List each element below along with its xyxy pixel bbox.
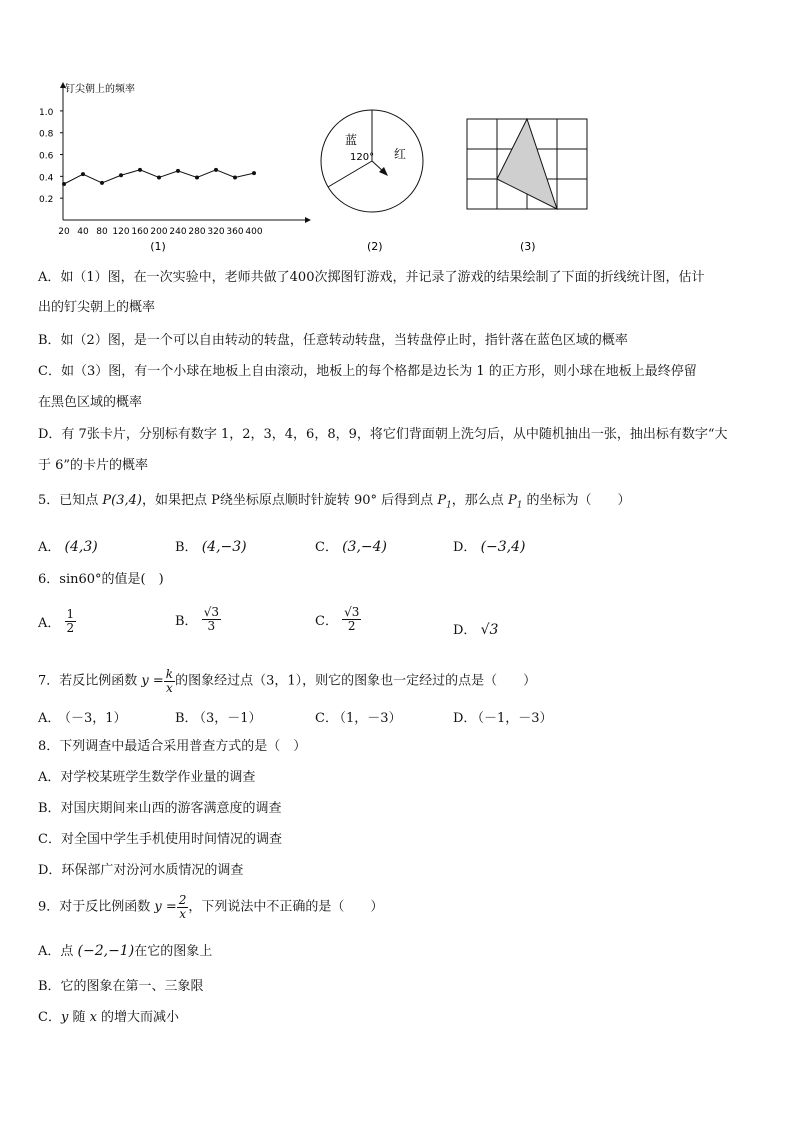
question-6-stem: 6．sin60°的值是( ) xyxy=(38,572,164,587)
q4-option-b: B．如（2）图，是一个可以自由转动的转盘，任意转动转盘，当转盘停止时，指针落在蓝色区域的概率 xyxy=(38,333,628,348)
data-point xyxy=(100,181,104,185)
q8-option-b: B．对国庆期间来山西的游客满意度的调查 xyxy=(38,801,282,816)
data-point xyxy=(138,168,142,172)
frequency-line-chart xyxy=(30,80,320,260)
q9-option-b: B．它的图象在第一、三象限 xyxy=(38,979,204,994)
q7-option-d: D． xyxy=(453,711,477,726)
figure-1-caption: (1) xyxy=(150,240,166,253)
q4-option-d-line1: D．有 7张卡片，分别标有数字 1，2，3，4，6，8，9，将它们背面朝上洗匀后，从中随机抽出一张，抽出标有数字“大 xyxy=(38,427,728,442)
q4-option-a-line1: A．如（1）图，在一次实验中，老师共做了400次掷图钉游戏，并记录了游戏的结果绘制了下面的折线统计图，估计 xyxy=(38,270,705,285)
q7-option-b-value: （3，－1） xyxy=(193,711,262,726)
q7-option-a: A． xyxy=(38,711,61,726)
fraction-root3-over-2: $\frac{√3}{2}$ xyxy=(344,605,360,633)
q6-option-a: A． $\frac{1}{2}$ xyxy=(38,607,75,635)
x-tick-label: 80 xyxy=(96,227,108,237)
data-point xyxy=(62,182,66,186)
data-point xyxy=(195,175,199,179)
q4-option-d-line2: 于 6”的卡片的概率 xyxy=(38,458,149,473)
x-tick-label: 200 xyxy=(150,227,168,237)
q6-option-d: D． √3 xyxy=(453,622,499,638)
q8-option-c: C．对全国中学生手机使用时间情况的调查 xyxy=(38,832,282,847)
fraction-2-over-x: $\frac{2}{x}$ xyxy=(178,893,187,921)
y-tick-label: 1.0 xyxy=(39,107,54,118)
q4-option-c-line1: C．如（3）图，有一个小球在地板上自由滚动，地板上的每个格都是边长为 1 的正方形，则小球在地板上最终停留 xyxy=(38,364,697,379)
x-tick-label: 320 xyxy=(207,227,225,237)
data-point xyxy=(252,171,256,175)
q5-option-c: C． (3,−4) xyxy=(315,539,388,555)
figure-3-caption: (3) xyxy=(520,240,536,253)
x-axis-arrow-icon xyxy=(305,217,311,223)
data-point xyxy=(157,175,161,179)
fraction-one-half: $\frac{1}{2}$ xyxy=(66,607,75,635)
spinner-radius-left xyxy=(328,161,372,187)
q4-option-a-line2: 出的钉尖朝上的概率 xyxy=(38,300,156,315)
q5-option-d: D． (−3,4) xyxy=(453,539,526,555)
figure-1 xyxy=(30,80,320,260)
grid-triangle-diagram xyxy=(462,116,596,258)
figure-3 xyxy=(462,116,596,258)
q7-option-c-value: （1，－3） xyxy=(333,711,402,726)
x-tick-label: 240 xyxy=(169,227,187,237)
x-tick-label: 120 xyxy=(112,227,130,237)
y-tick-label: 0.2 xyxy=(39,195,54,206)
q8-option-d: D．环保部广对汾河水质情况的调查 xyxy=(38,863,244,878)
q6-option-c: C． $\frac{√3}{2}$ xyxy=(315,605,360,633)
x-tick-label: 160 xyxy=(131,227,149,237)
question-5-stem: 5．已知点 P(3,4)，如果把点 P绕坐标原点顺时针旋转 90° 后得到点 $P_1$，那么点 $P_1$ 的坐标为（ ） xyxy=(38,493,631,511)
x-tick-label: 280 xyxy=(188,227,206,237)
q7-option-c: C． xyxy=(315,711,338,726)
q9-option-c: C．y 随 x 的增大而减小 xyxy=(38,1010,180,1025)
q7-option-d-value: （－1，－3） xyxy=(471,711,553,726)
spinner-diagram xyxy=(318,108,434,258)
fraction-root3-over-3: $\frac{√3}{3}$ xyxy=(203,605,219,633)
q7-option-b: B． xyxy=(175,711,198,726)
label-red: 红 xyxy=(394,147,407,161)
q5-option-a: A． (4,3) xyxy=(38,539,98,555)
data-point xyxy=(233,175,237,179)
x-tick-label: 360 xyxy=(226,227,244,237)
figure-2 xyxy=(318,108,434,258)
x-tick-label: 400 xyxy=(245,227,263,237)
question-9-stem: 9．对于反比例函数 y = $\frac{2}{x}$ ，下列说法中不正确的是（ ） xyxy=(38,893,384,921)
x-tick-label: 40 xyxy=(77,227,89,237)
data-point xyxy=(176,169,180,173)
data-point xyxy=(81,172,85,176)
q8-option-a: A．对学校某班学生数学作业量的调查 xyxy=(38,770,256,785)
q6-option-b: B． $\frac{√3}{3}$ xyxy=(175,605,219,633)
q5-option-b: B． (4,−3) xyxy=(175,539,247,555)
q4-option-c-line2: 在黑色区域的概率 xyxy=(38,395,143,410)
figure-2-caption: (2) xyxy=(367,240,383,253)
question-7-stem: 7．若反比例函数 y = $\frac{k}{x}$ 的图象经过点（3，1），则它的图象也一定经过的点是（ ） xyxy=(38,667,537,695)
data-point xyxy=(119,173,123,177)
y-axis-title: 钉尖朝上的频率 xyxy=(65,84,135,95)
angle-label: 120° xyxy=(350,152,375,163)
data-point xyxy=(214,168,218,172)
question-8-stem: 8．下列调查中最适合采用普查方式的是（ ） xyxy=(38,739,307,754)
y-tick-label: 0.6 xyxy=(39,151,54,162)
q7-option-a-value: （－3，1） xyxy=(58,711,127,726)
y-tick-label: 0.4 xyxy=(39,173,54,184)
y-tick-label: 0.8 xyxy=(39,129,54,140)
x-tick-label: 20 xyxy=(58,227,70,237)
fraction-k-over-x: $\frac{k}{x}$ xyxy=(165,667,174,695)
point-p: P(3,4) xyxy=(102,493,142,508)
point-p1-repeat: $P_1$ xyxy=(507,493,523,511)
q9-option-a: A．点 (−2,−1)在它的图象上 xyxy=(38,943,213,959)
label-blue: 蓝 xyxy=(345,133,358,147)
point-p1: $P_1$ xyxy=(437,493,452,511)
